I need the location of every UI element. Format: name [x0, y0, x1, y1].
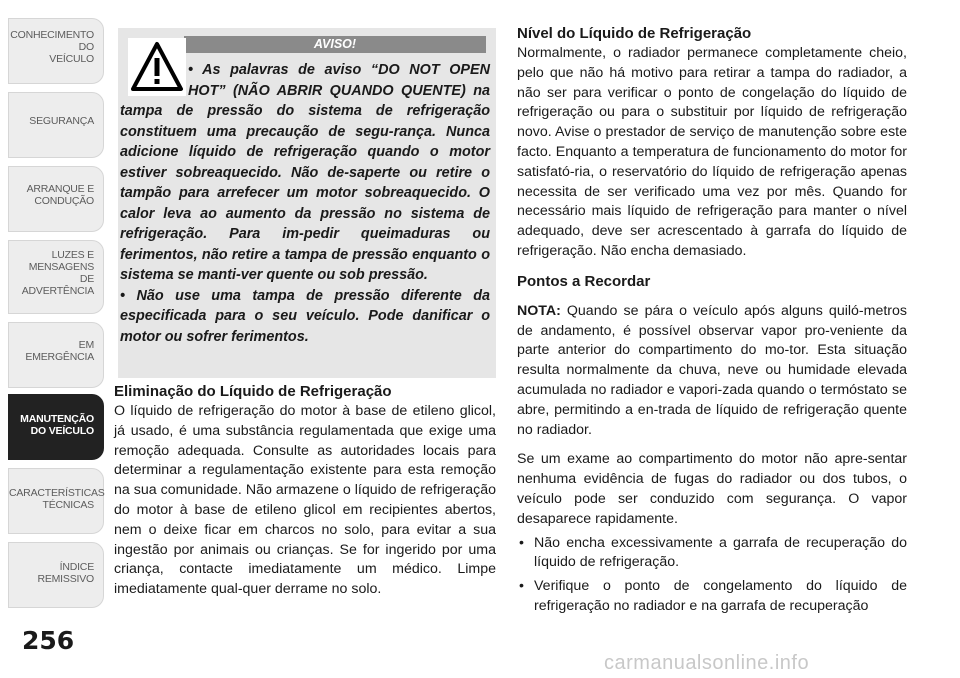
tab-arranque-e-conducao[interactable]: [8, 166, 104, 232]
tab-label-line: DE: [79, 273, 94, 285]
list-item: • Não encha excessivamente a garrafa de recuperação do líquido de refrigeração.: [517, 534, 907, 574]
tab-label-line: MENSAGENS: [28, 261, 94, 273]
list-item: • Verifique o ponto de congelamento do líquido de refrigeração no radiador e na garrafa de recuperação: [517, 577, 907, 617]
tab-label-line: DO: [78, 41, 94, 53]
tab-luzes-e-mensagens[interactable]: [8, 240, 104, 314]
tab-indice-remissivo[interactable]: [8, 542, 104, 608]
tab-label-line: ÍNDICE: [59, 561, 94, 573]
tab-label-line: ARRANQUE E: [26, 183, 94, 195]
coolant-level-section: [517, 24, 907, 621]
tab-manutencao-do-veiculo[interactable]: [8, 394, 104, 460]
tab-em-emergencia[interactable]: [8, 322, 104, 388]
section-heading: Nível do Líquido de Refrigeração: [517, 25, 752, 42]
warning-title: AVISO!: [184, 36, 486, 53]
paragraph: Se um exame ao compartimento do motor não apre-sentar nenhuma evidência de fugas do radiador ou dos tubos, o veículo pode ser conduzido com segurança. O vapor desaparece rapidamente.: [517, 451, 907, 527]
tab-seguranca[interactable]: [8, 92, 104, 158]
warning-bullet: • As palavras de aviso “DO NOT OPEN HOT” (NÃO ABRIR QUANDO QUENTE) na tampa de pressão do sistema de refrigeração constituem uma precaução de segu-rança. Nunca adicione líquido de refrigeração quando o motor estiver sobreaquecido. Não de-saperte ou retire o tampão para arrefecer um motor sobreaquecido. O calor leva ao aumento da pressão no sistema de refrigeração. Para im-pedir queimaduras ou ferimentos, não retire a tampa de pressão enquanto o sistema se manti-ver quente ou sob pressão.: [120, 62, 490, 283]
tab-conhecimento-do-veiculo[interactable]: [8, 18, 104, 84]
note-label: NOTA:: [517, 302, 561, 319]
warning-bullet: • Não use uma tampa de pressão diferente da especificada para o seu veículo. Pode danificar o motor ou sofrer ferimentos.: [120, 287, 490, 345]
tab-label-line: VEÍCULO: [49, 53, 94, 65]
tab-caracteristicas-tecnicas[interactable]: [8, 468, 104, 534]
section-heading: Eliminação do Líquido de Refrigeração: [114, 383, 392, 400]
tab-label-line: REMISSIVO: [37, 573, 94, 585]
note-text: Quando se pára o veículo após alguns quiló-metros de andamento, é possível observar vapor pro-veniente da parte anterior do compartimento do mo-tor. Esta situação resulta normalmente da chuva, neve ou humidade elevada acumulada no radiador e vapori-zada quando o termóstato se abre, permitindo a en-trada de líquido de refrigeração quente no radiador.: [517, 302, 907, 438]
tab-label-line: CONDUÇÃO: [34, 195, 94, 207]
tab-label-line: MANUTENÇÃO: [20, 413, 94, 425]
warning-body: [120, 60, 490, 347]
bullet-list: [517, 534, 907, 617]
paragraph: Normalmente, o radiador permanece completamente cheio, pelo que não há motivo para retirar a tampa do radiador, a não ser para verificar o ponto de congelação do líquido de refrigeração ou para o substituir por líquido de refrigeração novo. Avise o prestador de serviço de manutenção sobre este facto. Enquanto a temperatura de funcionamento do motor for satisfató-ria, o reservatório do líquido de refrigeração apenas necessita de ser verificado uma vez por mês. Quando for necessário mais líquido de refrigeração para manter o nível adequado, deve ser acrescentado à garrafa do líquido de refrigeração. Não encha demasiado.: [517, 45, 907, 259]
tab-label-line: EMERGÊNCIA: [25, 351, 94, 363]
tab-label-line: ADVERTÊNCIA: [21, 285, 94, 297]
tab-label-line: EM: [78, 339, 94, 351]
tab-label-line: DO VEÍCULO: [30, 425, 94, 437]
coolant-disposal-section: [114, 382, 496, 600]
warning-box: [118, 28, 496, 378]
tab-label-line: LUZES E: [51, 249, 94, 261]
watermark: carmanualsonline.info: [604, 652, 810, 674]
page-number: 256: [22, 626, 75, 655]
tab-label-line: TÉCNICAS: [42, 499, 94, 511]
tab-label-line: CARACTERÍSTICAS: [9, 487, 105, 499]
note-paragraph: [517, 302, 907, 441]
tab-label-line: SEGURANÇA: [29, 115, 94, 127]
subheading: Pontos a Recordar: [517, 272, 651, 290]
paragraph: O líquido de refrigeração do motor à base de etileno glicol, já usado, é uma substância regulamentada que exige uma remoção adequada. Consulte as autoridades locais para determinar a regulamentação existente para esta remoção na sua comunidade. Não armazene o líquido de refrigeração do motor à base de etileno glicol em recipientes abertos, nem o deixe ficar em charcos no solo, para evitar a sua ingestão por animais ou crianças. Se for ingerido por uma criança, contacte imediatamente um médico. Limpe imediatamente qual-quer derrame no solo.: [114, 403, 496, 598]
tab-label-line: CONHECIMENTO: [10, 29, 94, 41]
